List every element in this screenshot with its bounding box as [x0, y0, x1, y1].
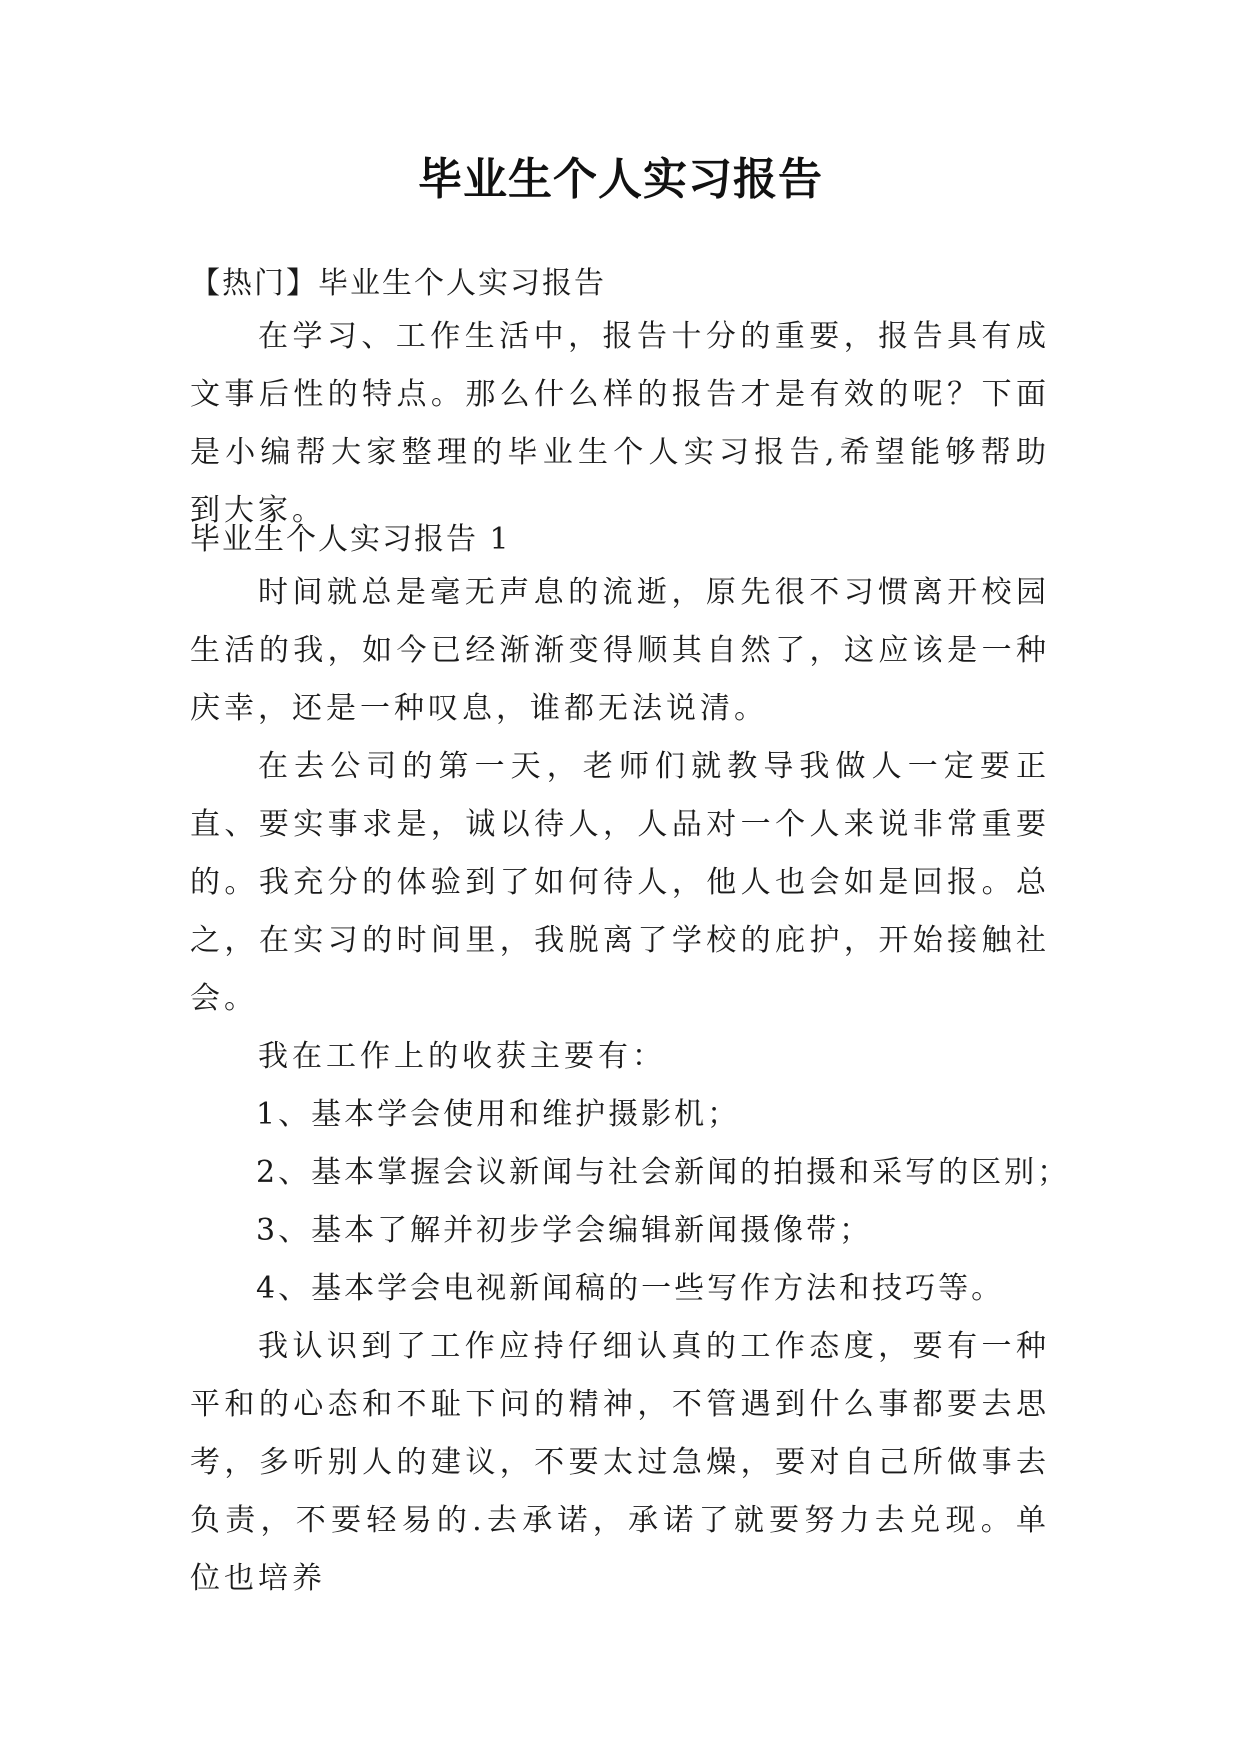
list-item-2: 2、基本掌握会议新闻与社会新闻的拍摄和采写的区别； — [256, 1155, 1071, 1190]
intro-paragraph: 在学习、工作生活中，报告十分的重要，报告具有成文事后性的特点。那么什么样的报告才是有效的呢？下面是小编帮大家整理的毕业生个人实习报告,希望能够帮助到大家。 — [190, 319, 1050, 528]
paragraph-2: 在去公司的第一天，老师们就教导我做人一定要正直、要实事求是，诚以待人，人品对一个人来说非常重要的。我充分的体验到了如何待人，他人也会如是回报。总之，在实习的时间里，我脱离了学校的庇护，开始接触社会。 — [190, 749, 1050, 1016]
intro-block — [190, 308, 1050, 540]
list-item-1: 1、基本学会使用和维护摄影机； — [256, 1097, 741, 1132]
hot-label: 【热门】毕业生个人实习报告 — [190, 266, 606, 301]
section-heading: 毕业生个人实习报告 1 — [190, 522, 511, 557]
list-item-3: 3、基本了解并初步学会编辑新闻摄像带； — [256, 1213, 873, 1248]
paragraph-3: 我在工作上的收获主要有： — [258, 1039, 666, 1074]
document-title: 毕业生个人实习报告 — [418, 154, 823, 205]
paragraph-1: 时间就总是毫无声息的流逝，原先很不习惯离开校园生活的我，如今已经渐渐变得顺其自然了，这应该是一种庆幸，还是一种叹息，谁都无法说清。 — [190, 575, 1050, 726]
list-item-4: 4、基本学会电视新闻稿的一些写作方法和技巧等。 — [256, 1271, 1005, 1306]
closing-paragraph: 我认识到了工作应持仔细认真的工作态度，要有一种平和的心态和不耻下问的精神，不管遇到什么事都要去思考，多听别人的建议，不要太过急燥，要对自己所做事去负责，不要轻易的.去承诺，承诺了就要努力去兑现。单位也培养 — [190, 1329, 1050, 1596]
section-body — [190, 564, 1071, 1608]
